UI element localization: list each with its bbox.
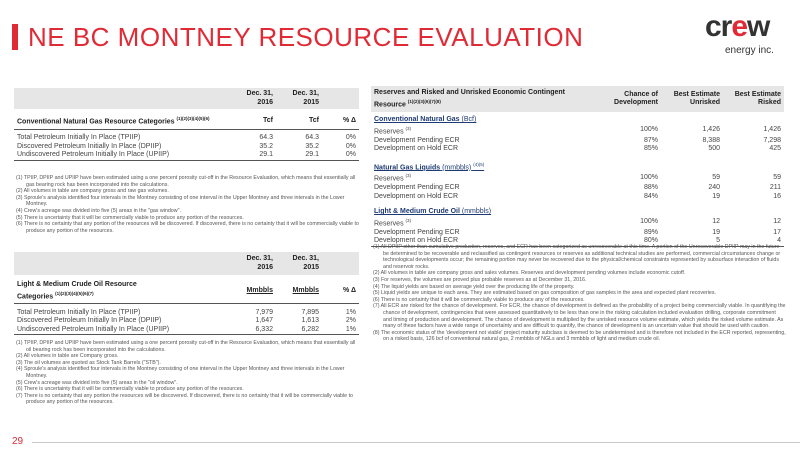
table-subheader-row <box>14 275 359 304</box>
logo-text-cr: cr <box>705 10 732 43</box>
row-label: Reserves $^{(3)}$ <box>374 217 412 228</box>
row-value: 35.2 <box>305 142 319 150</box>
footnote: (1) TPIIP, DPIIP and UPIIP have been estimated using a one percent porosity cut-off in the Resource Evaluation, which means that essentially all gas bearing rock has been incorporated into the calculations. <box>16 175 356 188</box>
row-value: 88% <box>643 184 658 192</box>
footnote: (3) Sproule's analysis identified four intervals in the Montney consisting of one interval in the Upper Montney and three intervals in the Lower Montney. <box>16 194 345 208</box>
column-header: Best Estimate Risked <box>723 86 784 112</box>
table-row <box>371 193 784 202</box>
table-row <box>371 217 784 229</box>
footnote: (2) All volumes in table are company gross and raw gas volumes. <box>16 188 169 195</box>
footnote: (1) All DPIIP other than cumulative production, reserves, and ECR has been categorized as unrecoverable at this time. A portion of the Unrecoverable DPIIP may in the future be determined to be recoverable and reclassified as contingent resources or reserves as additional technical studies are performed, commercial circumstances change or technological developments occur; the remaining portion may never be recovered due to the physical/chemical constraints represented by subsurface interaction of fluids and reservoir rocks. <box>373 244 781 270</box>
section-title: Natural Gas Liquids (mmbbls) $^{(4)(5)}$ <box>374 161 485 171</box>
footnote: (5) Liquid yields are unique to each area. They are estimated based on gas composition of gas samples in the area and expected plant recoveries. <box>373 290 716 297</box>
row-value: 12 <box>773 218 781 226</box>
logo-subtitle: energy inc. <box>725 45 774 56</box>
row-value: 84% <box>643 192 658 200</box>
column-header: Dec. 31, 2015 <box>276 88 322 109</box>
table-header-row <box>14 252 359 275</box>
footnote: (2) All volumes in table are Company gross. <box>16 353 119 360</box>
row-value: 12 <box>712 218 720 226</box>
row-value: 59 <box>712 174 720 182</box>
row-label: Total Petroleum Initially In Place (TPIIP) <box>17 308 141 316</box>
column-header: Dec. 31, 2016 <box>232 88 276 109</box>
unit-header: Mmbbls <box>276 275 322 304</box>
table-row <box>371 145 784 154</box>
table-subheader-row <box>14 109 359 129</box>
row-label: Development Pending ECR <box>374 228 460 236</box>
row-value: 211 <box>769 184 781 192</box>
row-value: 1,426 <box>702 126 720 134</box>
row-value: 64.3 <box>259 134 273 142</box>
table-row <box>14 134 359 143</box>
section-header-row <box>371 112 784 125</box>
company-logo <box>705 12 787 58</box>
row-value: 29.1 <box>232 151 276 160</box>
footer-divider <box>32 442 800 443</box>
row-value: 80% <box>599 237 661 246</box>
table-header-row <box>14 88 359 109</box>
unit-header: % Δ <box>322 275 359 304</box>
footnotes-reserves <box>373 244 786 343</box>
row-value: 1% <box>322 326 359 335</box>
row-value: 1,647 <box>255 317 273 325</box>
page-number: 29 <box>12 436 24 447</box>
row-label: Development on Hold ECR <box>374 145 459 153</box>
table-heading: Reserves and Risked and Unrisked Economic Contingent Resource $^{(1)(2)(3)(6)(7)(8)}$ <box>371 86 599 112</box>
title-accent-bar <box>12 24 18 50</box>
row-value: 100% <box>640 126 658 134</box>
row-value: 8,388 <box>702 136 720 144</box>
footnote: (5) Crew's acreage was divided into five (5) areas in the "oil window". <box>16 379 178 386</box>
row-value: 87% <box>643 136 658 144</box>
row-value: 7,298 <box>763 136 781 144</box>
row-value: 29.1 <box>276 151 322 160</box>
row-value: 64.3 <box>305 134 319 142</box>
table-row <box>371 125 784 137</box>
row-value: 5 <box>661 237 723 246</box>
table-row <box>371 172 784 184</box>
table-row <box>371 184 784 193</box>
row-value: 500 <box>708 145 720 153</box>
crude-oil-resource-table <box>14 252 359 335</box>
row-value: 19 <box>712 228 720 236</box>
section-title: Conventional Natural Gas (Bcf) <box>374 116 477 124</box>
column-header: Chance of Development <box>599 86 661 112</box>
row-label: Development Pending ECR <box>374 136 460 144</box>
row-value: 425 <box>769 145 781 153</box>
row-value: 17 <box>773 228 781 236</box>
row-value: 240 <box>708 184 720 192</box>
row-value: 59 <box>773 174 781 182</box>
row-value: 1,613 <box>301 317 319 325</box>
row-value: 7,979 <box>255 308 273 316</box>
table-row <box>371 229 784 238</box>
footnote: (7) All ECR are risked for the chance of development. For ECR, the chance of development is defined as the probability of a project being commercially viable. In quantifying the chance of development, contingencies that were assessed quantitatively to be less than one in the risking calculation included evaluation drilling, corporate commitment and timing of production and development. The chance of development is multiplied by the unrisked resource volume estimate, which yields the risked volume estimate. As many of these factors have a wide range of uncertainty and are difficult to quantify, the chance of development is an uncertain value that should be used with caution. <box>373 303 786 330</box>
footnote: (6) There is uncertainty that it will be commercially viable to produce any portion of the resources. <box>16 386 244 393</box>
reserves-contingent-resource-table <box>371 86 784 247</box>
footnote: (3) For reserves, the volumes are proved plus probable reserves as at December 31, 2016. <box>373 276 587 283</box>
table-row <box>14 151 359 160</box>
column-header: Best Estimate Unrisked <box>661 86 723 112</box>
row-label: Reserves $^{(3)}$ <box>374 173 412 183</box>
footnotes-natural-gas <box>16 175 361 234</box>
footnote: (4) The liquid yields are based on average yield over the producing life of the property. <box>373 283 575 290</box>
row-value: 19 <box>712 192 720 200</box>
row-value: 1,426 <box>763 126 781 134</box>
row-label: Discovered Petroleum Initially In Place (DPIIP) <box>17 317 162 325</box>
footnote: (7) There is no certainty that any portion the resources will be discovered. If discovered, there is no certainty that it will be commercially viable to produce any portion of the resources. <box>16 392 353 406</box>
row-value: 6,282 <box>276 326 322 335</box>
row-value: 89% <box>643 228 658 236</box>
footnote: (5) There is uncertainty that it will be commercially viable to produce any portion of the resources. <box>16 214 244 221</box>
row-value: 16 <box>773 192 781 200</box>
row-label: Development on Hold ECR <box>374 192 459 200</box>
row-value: 100% <box>640 174 658 182</box>
footnote: (1) TPIIP, DPIIP and UPIIP have been estimated using a one percent porosity cut-off in the Resource Evaluation, which means that essentially all oil bearing rock has been incorporated into the calculations. <box>16 340 356 353</box>
row-value: 0% <box>322 151 359 160</box>
footnote: (6) There is no certainty that any portion of the resources will be discovered. If discovered, there is no certainty that it will be commercially viable to produce any portion of the resources. <box>16 221 359 234</box>
footnote: (4) Crew's acreage was divided into five (5) areas in the "gas window". <box>16 207 181 214</box>
row-label: Development Pending ECR <box>374 184 460 192</box>
row-label: Undiscovered Petroleum Initially In Place (UPIIP) <box>14 326 232 335</box>
logo-wordmark <box>705 10 769 44</box>
footnote: (2) All volumes in table are company gross and sales volumes. Reserves and development pending volumes include economic cutoff. <box>373 270 686 277</box>
row-value: 2% <box>345 317 356 325</box>
footnotes-crude-oil <box>16 340 361 406</box>
unit-header: Tcf <box>276 109 322 129</box>
column-header: Dec. 31, 2016 <box>232 252 276 275</box>
category-header: Light & Medium Crude Oil Resource Categories $^{(1)(2)(3)(4)(5)(6)(7)}$ <box>14 275 232 304</box>
table-row <box>14 326 359 335</box>
table-row <box>371 137 784 146</box>
row-value: 35.2 <box>259 142 273 150</box>
unit-header: % Δ <box>322 109 359 129</box>
category-header: Conventional Natural Gas Resource Categories $^{(1)(2)(3)(4)(5)(6)}$ <box>14 109 232 129</box>
footnote: (4) Sproule's analysis identified four intervals in the Montney consisting of one interval in the Upper Montney and three intervals in the Lower Montney. <box>16 366 345 379</box>
row-value: 6,332 <box>232 326 276 335</box>
footnote: (8) The economic status of the 'development not viable' project maturity subclass is deemed to be undetermined and is therefore not included in the ECR reported, representing, on a risked basis, 126 bcf of conventional natural gas, 2 mmbbls of NGLs and 3 mmbbls of light and medium crude oil. <box>373 329 786 343</box>
row-label: Discovered Petroleum Initially In Place (DPIIP) <box>17 142 162 150</box>
row-value: 85% <box>643 145 658 153</box>
footnote: (6) There is no certainty that it will be commercially viable to produce any of the resources. <box>373 296 585 303</box>
table-row <box>14 143 359 152</box>
unit-header: Mmbbls <box>232 275 276 304</box>
logo-text-e: e <box>731 10 748 43</box>
row-value: 100% <box>640 218 658 226</box>
row-value: 7,895 <box>301 308 319 316</box>
section-header-row <box>371 154 784 173</box>
row-label: Reserves $^{(3)}$ <box>374 125 412 136</box>
row-value: 0% <box>345 134 356 142</box>
row-value: 1% <box>345 308 356 316</box>
row-label: Undiscovered Petroleum Initially In Place (UPIIP) <box>14 151 232 160</box>
footnote: (3) The oil volumes are quoted as Stock Tank Barrels ("STB"). <box>16 359 161 366</box>
row-value: 0% <box>345 142 356 150</box>
row-label: Development on Hold ECR <box>371 237 599 246</box>
page-title: NE BC MONTNEY RESOURCE EVALUATION <box>28 22 584 52</box>
logo-text-w: w <box>747 10 770 43</box>
column-header: Dec. 31, 2015 <box>276 252 322 275</box>
section-header-row <box>371 201 784 217</box>
table-row <box>14 309 359 318</box>
table-row <box>14 317 359 326</box>
row-value: 4 <box>723 237 784 246</box>
unit-header: Tcf <box>232 109 276 129</box>
natural-gas-resource-table <box>14 88 359 161</box>
row-label: Total Petroleum Initially In Place (TPIIP) <box>17 134 141 142</box>
section-title: Light & Medium Crude Oil (mmbbls) <box>374 208 492 216</box>
table-header-row <box>371 86 784 112</box>
